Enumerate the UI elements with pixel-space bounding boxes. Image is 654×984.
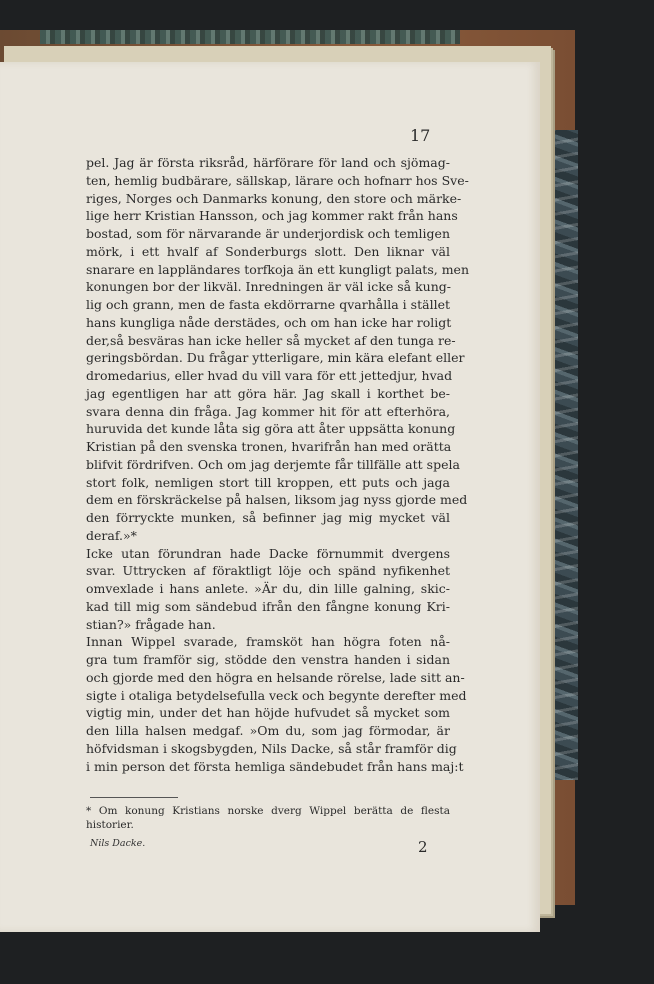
text-line: dromedarius, eller hvad du vill vara för ett jettedjur, hvad [86, 368, 453, 383]
text-line: deraf.»* [86, 527, 137, 543]
cover-spine-strip [40, 30, 460, 44]
text-line: den lilla halsen medgaf. »Om du, som jag förmodar, är [86, 723, 450, 738]
text-line: mörk, i ett hvalf af Sonderburgs slott. Den liknar väl [86, 243, 450, 259]
text-line: ten, hemlig budbärare, sällskap, lärare och hofnarr hos Sve- [86, 172, 469, 188]
text-line: gra tum framför sig, stödde den venstra handen i sidan [86, 652, 450, 667]
text-line: riges, Norges och Danmarks konung, den store och märke- [86, 190, 462, 206]
text-line: jag egentligen har att göra här. Jag skall i korthet be- [86, 385, 450, 401]
text-line: * Om konung Kristians norske dverg Wippel berätta de flesta [86, 805, 450, 817]
text-line: sigte i otaliga betydelsefulla veck och begynte derefter med [86, 687, 467, 703]
text-line: svara denna din fråga. Jag kommer hit för att efterhöra, [86, 403, 450, 419]
footnote-divider [90, 797, 178, 798]
text-line: historier. [86, 819, 134, 831]
text-line: pel. Jag är första riksråd, härförare för land och sjömag- [86, 155, 450, 170]
text-line: lige herr Kristian Hansson, och jag kommer rakt från hans [86, 208, 458, 224]
text-line: vigtig min, under det han höjde hufvudet så mycket som [86, 705, 450, 721]
text-line: och gjorde med den högra en helsande rörelse, lade sitt an- [86, 669, 465, 685]
text-line: konungen bor der likväl. Inredningen är väl icke så kung- [86, 279, 451, 295]
signature-title: Nils Dacke. [90, 838, 146, 849]
page-number: 17 [410, 126, 431, 145]
signature-mark: 2 [418, 838, 428, 856]
text-line: geringsbördan. Du frågar ytterligare, min kära elefant eller [86, 350, 465, 366]
body-text [86, 154, 469, 775]
text-line: i min person det första hemliga sändebudet från hans maj:t [86, 758, 464, 774]
text-line: stort folk, nemligen stort till kroppen, ett puts och jaga [86, 474, 450, 490]
text-line: höfvidsman i skogsbygden, Nils Dacke, så står framför dig [86, 740, 457, 756]
text-line: Icke utan förundran hade Dacke förnummit dvergens [86, 545, 450, 561]
text-line: den förryckte munken, så befinner jag mig mycket väl [86, 510, 450, 525]
text-line: svar. Uttrycken af föraktligt löje och spänd nyfikenhet [86, 563, 450, 579]
footnote [86, 804, 450, 832]
text-line: omvexlade i hans anlete. »Är du, din lille galning, skic- [86, 581, 450, 596]
text-line: lig och grann, men de fasta ekdörrarne qvarhålla i stället [86, 297, 450, 312]
text-line: stian?» frågade han. [86, 616, 216, 632]
text-line: snarare en lappländares torfkoja än ett kungligt palats, men [86, 261, 469, 277]
text-line: bostad, som för närvarande är underjordisk och temligen [86, 226, 450, 241]
text-line: Innan Wippel svarade, framsköt han högra foten nå- [86, 634, 450, 650]
text-line: Kristian på den svenska tronen, hvarifrån han med orätta [86, 439, 452, 454]
text-line: hans kungliga nåde derstädes, och om han icke har roligt [86, 314, 452, 330]
text-line: der,så besväras han icke heller så mycket af den tunga re- [86, 332, 456, 348]
text-line: kad till mig som sändebud ifrån den fångne konung Kri- [86, 598, 450, 614]
text-line: huruvida det kunde låta sig göra att åter uppsätta konung [86, 421, 456, 437]
text-line: blifvit fördrifven. Och om jag derjemte får tillfälle att spela [86, 456, 460, 472]
text-line: dem en förskräckelse på halsen, liksom jag nyss gjorde med [86, 492, 468, 508]
